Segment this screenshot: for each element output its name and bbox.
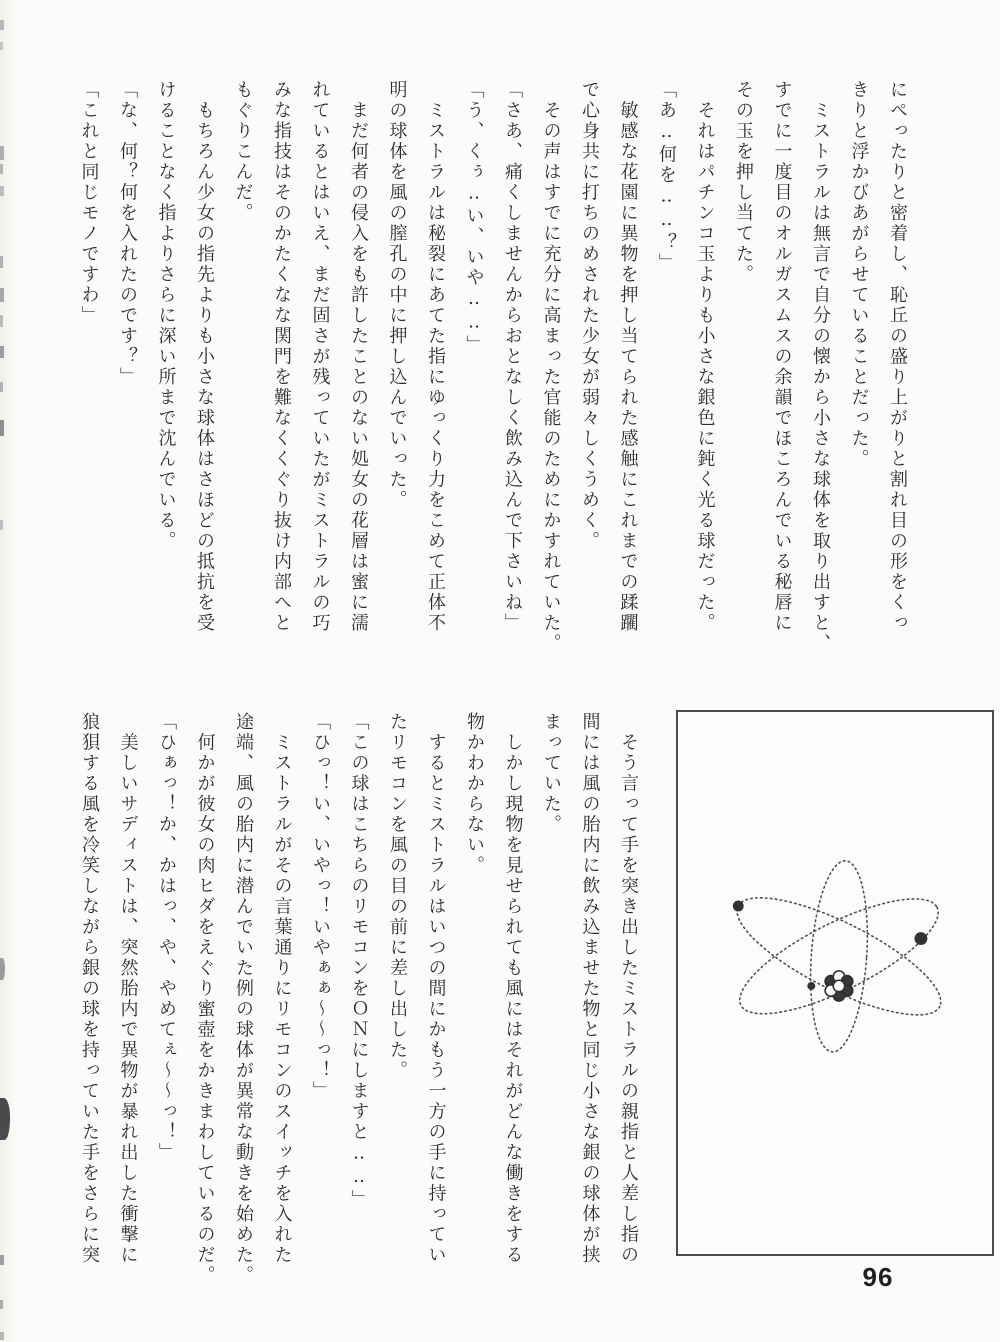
- text-column: たリモコンを風の目の前に差し出した。: [388, 712, 408, 1081]
- text-column: 「な、何？何を入れたのです？」: [118, 80, 138, 388]
- text-column: 「あ‥何を‥‥？」: [657, 80, 677, 274]
- scan-artifact: [0, 346, 4, 358]
- scan-artifact: [0, 958, 5, 980]
- text-column: まだ何者の侵入をも許したことのない処女の花層は蜜に濡: [349, 80, 369, 634]
- text-column: 物かわからない。: [465, 712, 485, 876]
- orbit-ellipse: [723, 876, 954, 1037]
- scan-artifact: [0, 315, 3, 327]
- electron-dot: [914, 932, 927, 945]
- scan-artifact: [0, 382, 3, 392]
- scan-artifact: [0, 146, 4, 160]
- orbit-ellipse: [726, 877, 952, 1035]
- text-column: けることなく指よりさらに深い所まで沈んでいる。: [156, 80, 177, 552]
- text-column: 明の球体を風の膣孔の中に押し込んでいった。: [387, 80, 408, 511]
- scan-artifact: [0, 420, 4, 436]
- scan-artifact: [0, 1098, 10, 1140]
- text-column: 「う、くぅ‥い、いや‥‥」: [464, 80, 485, 356]
- story-text-bottom: [71, 712, 649, 1286]
- text-column: きりと浮かびあがらせていることだった。: [849, 80, 870, 470]
- text-column: にぺったりと密着し、恥丘の盛り上がりと割れ目の形をくっ: [888, 80, 908, 634]
- text-column: みな指技はそのかたくなな関門を難なくくぐり抜け内部へと: [272, 80, 292, 634]
- text-column: ミストラルがその言葉通りにリモコンのスイッチを入れた: [272, 712, 293, 1266]
- text-column: 敏感な花園に異物を押し当てられた感触にこれまでの蹂躙: [618, 80, 639, 634]
- text-column: そう言って手を突き出したミストラルの親指と人差し指の: [619, 712, 639, 1266]
- nucleus-cluster: [825, 971, 853, 1001]
- text-column: 何かが彼女の肉ヒダをえぐり蜜壺をかきまわしているのだ。: [195, 712, 216, 1286]
- text-column: しかし現物を見せられても風にはそれがどんな働きをする: [503, 712, 524, 1266]
- scan-artifact: [0, 1255, 4, 1265]
- text-column: 「ひぁっ！か、かはっ、や、やめてぇ～～っ！」: [157, 712, 177, 1163]
- text-column: もちろん少女の指先よりも小さな球体はさほどの抵抗を受: [195, 80, 215, 634]
- text-column: で心身共に打ちのめされた少女が弱々しくうめく。: [580, 80, 600, 552]
- scan-artifact: [0, 520, 3, 530]
- text-column: ミストラルは無言で自分の懐から小さな球体を取り出すと、: [811, 80, 831, 654]
- text-column: ミストラルは秘裂にあてた指にゆっくり力をこめて正体不: [426, 80, 446, 634]
- text-column: するとミストラルはいつの間にかもう一方の手に持ってい: [426, 712, 447, 1266]
- text-column: 美しいサディストは、突然胎内で異物が暴れ出した衝撃に: [118, 712, 139, 1266]
- text-column: れているとはいえ、まだ固さが残っていたがミストラルの巧: [310, 80, 331, 634]
- text-column: その玉を押し当てた。: [734, 80, 754, 285]
- illustration-box: [676, 710, 994, 1256]
- electron-dot: [733, 901, 744, 912]
- text-column: もぐりこんだ。: [233, 80, 254, 224]
- text-column: 「この球はこちらのリモコンをＯＮにしますと‥‥」: [349, 712, 370, 1210]
- scan-artifact: [0, 164, 3, 174]
- text-column: 狼狽する風を冷笑しながら銀の球を持っていた手をさらに突: [80, 712, 100, 1266]
- text-column: 「ひっ！い、いやっ！いやぁぁ～～っ！」: [311, 712, 331, 1102]
- text-column: それはパチンコ玉よりも小さな銀色に鈍く光る球だった。: [695, 80, 716, 634]
- text-column: 「さあ、痛くしませんからおとなしく飲み込んで下さいね」: [503, 80, 523, 634]
- text-column: まっていた。: [542, 712, 562, 835]
- story-text-top: [70, 80, 917, 654]
- scan-artifact: [0, 1300, 3, 1309]
- scan-artifact: [0, 186, 4, 196]
- orbit-ellipse: [805, 859, 874, 1054]
- page-number: 96: [862, 1262, 894, 1292]
- scan-artifact: [0, 288, 4, 302]
- text-column: 間には風の胎内に飲み込ませた物と同じ小さな銀の球体が挟: [580, 712, 601, 1266]
- scan-artifact: [0, 42, 3, 50]
- text-column: すでに一度目のオルガスムスの余韻でほころんでいる秘唇に: [772, 80, 793, 634]
- text-column: その声はすでに充分に高まった官能のためにかすれていた。: [541, 80, 562, 654]
- scan-artifact: [0, 256, 3, 268]
- scan-artifact: [0, 1332, 4, 1340]
- atom-diagram: [678, 712, 992, 1254]
- scan-artifact: [0, 20, 4, 30]
- text-column: 「これと同じモノですわ」: [79, 80, 100, 326]
- electron-dot: [807, 982, 815, 990]
- text-column: 途端、風の胎内に潜んでいた例の球体が異常な動きを始めた。: [234, 712, 254, 1286]
